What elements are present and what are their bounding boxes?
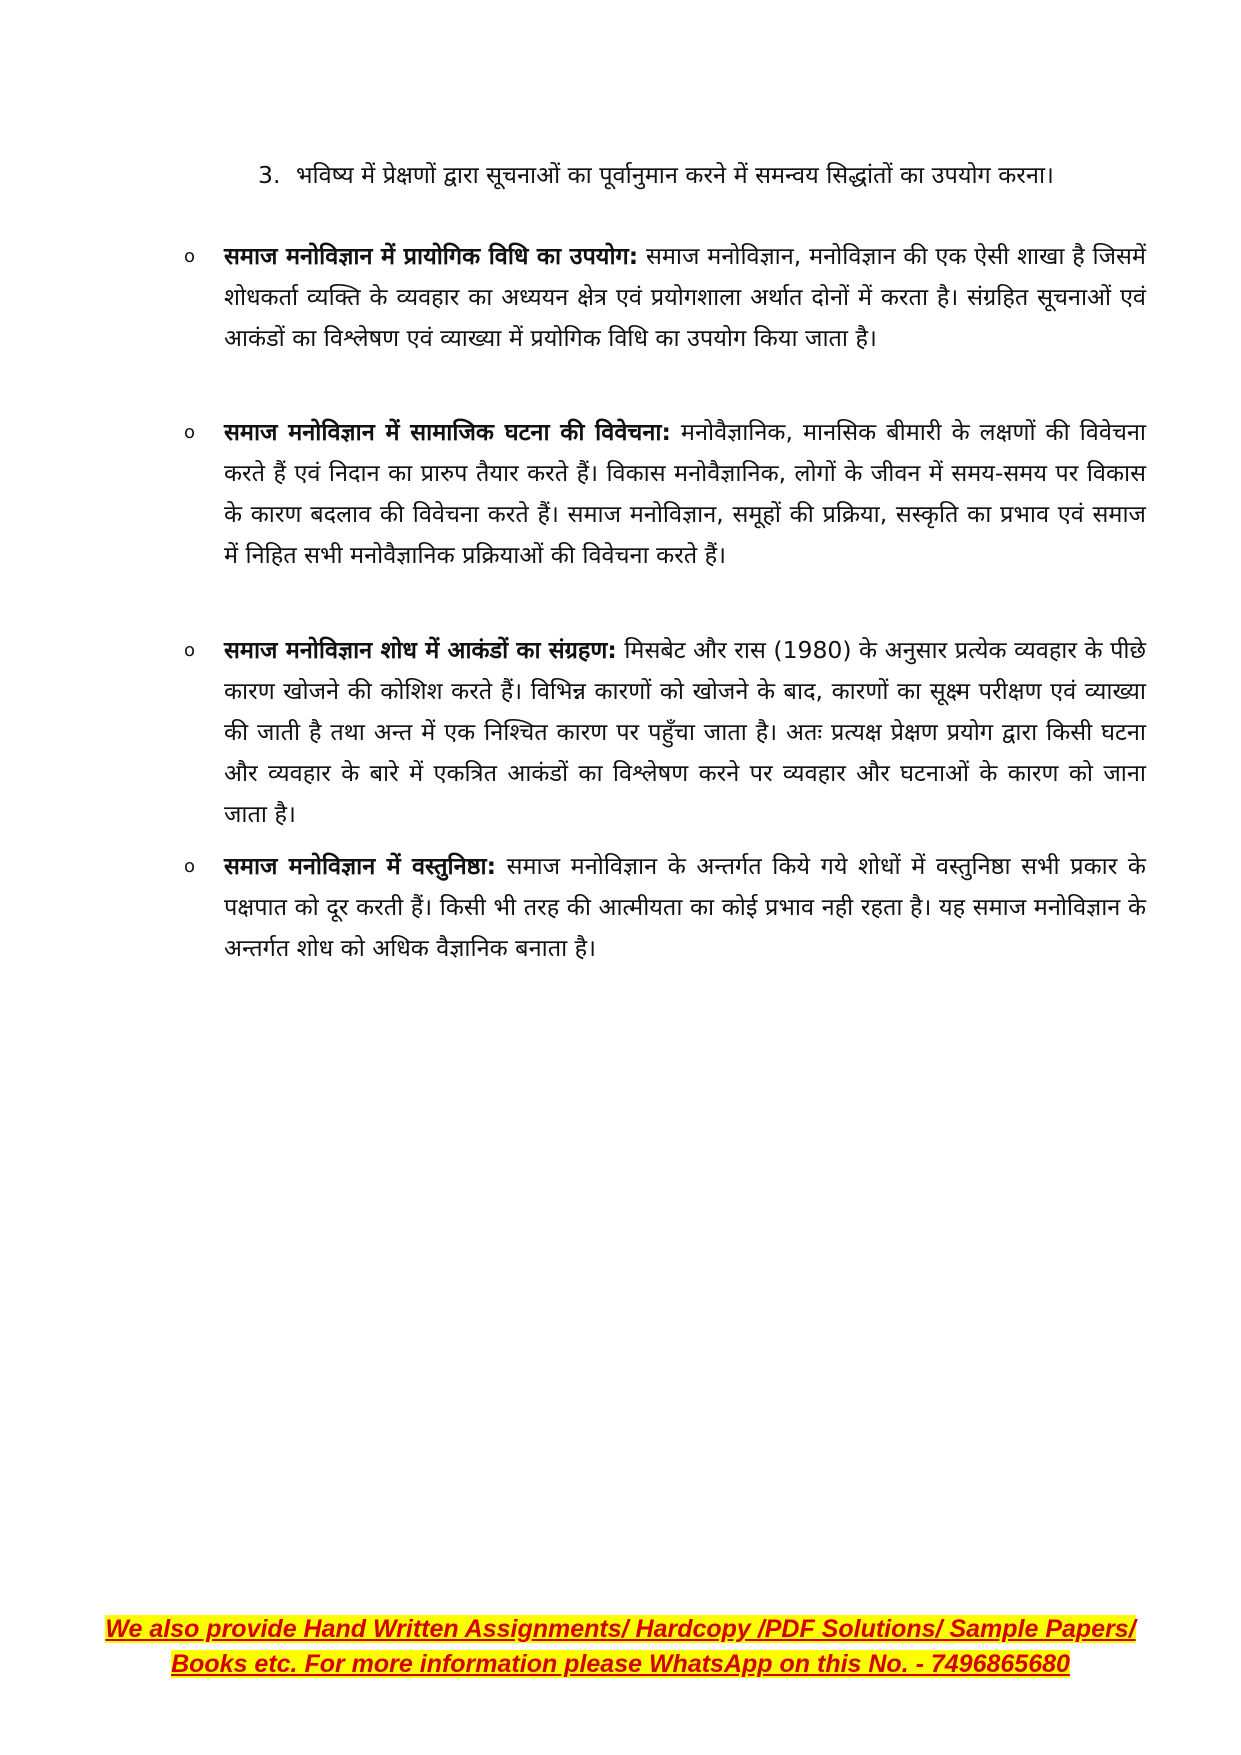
bullet-marker: o [184, 856, 196, 877]
item-number: 3. [258, 161, 281, 189]
bullet-body [224, 236, 1146, 359]
bullet-heading: समाज मनोविज्ञान में सामाजिक घटना की विवेचना: [224, 418, 671, 446]
bullet-experimental-method [184, 236, 1146, 359]
bullet-marker: o [184, 422, 196, 443]
numbered-item-3 [258, 155, 1118, 196]
bullet-marker: o [184, 640, 196, 661]
bullet-text: मनोवैज्ञानिक, मानसिक बीमारी के लक्षणों की विवेचना करते हैं एवं निदान का प्रारुप तैयार करते हैं। विकास मनोवैज्ञानिक, लोगों के जीवन में समय-समय पर विकास के कारण बदलाव की विवेचना करते हैं। समाज मनोविज्ञान, समूहों की प्रक्रिया, सस्कृति का प्रभाव एवं समाज में निहित सभी मनोवैज्ञानिक प्रक्रियाओं की विवेचना करते हैं। [224, 418, 1146, 569]
bullet-body [224, 630, 1146, 835]
bullet-heading: समाज मनोविज्ञान शोध में आकंडों का संग्रहण: [224, 636, 617, 664]
bullet-marker: o [184, 246, 196, 267]
bullet-text: मिसबेट और रास (1980) के अनुसार प्रत्येक व्यवहार के पीछे कारण खोजने की कोशिश करते हैं। विभिन्न कारणों को खोजने के बाद, कारणों का सूक्ष्म परीक्षण एवं व्याख्या की जाती है तथा अन्त में एक निश्चित कारण पर पहुँचा जाता है। अतः प्रत्यक्ष प्रेक्षण प्रयोग द्वारा किसी घटना और व्यवहार के बारे में एकत्रित आकंडों का विश्लेषण करने पर व्यवहार और घटनाओं के कारण को जाना जाता है। [224, 636, 1146, 828]
bullet-body [224, 412, 1146, 576]
footer-line-1: We also provide Hand Written Assignments/ Hardcopy /PDF Solutions/ Sample Papers/ [105, 1615, 1136, 1643]
bullet-data-collection [184, 630, 1146, 835]
bullet-body [224, 846, 1146, 969]
item-text: भविष्य में प्रेक्षणों द्वारा सूचनाओं का पूर्वानुमान करने में समन्वय सिद्धांतों का उपयोग करना। [296, 161, 1054, 189]
bullet-text: समाज मनोविज्ञान के अन्तर्गत किये गये शोधों में वस्तुनिष्ठा सभी प्रकार के पक्षपात को दूर करती हैं। किसी भी तरह की आत्मीयता का कोई प्रभाव नही रहता है। यह समाज मनोविज्ञान के अन्तर्गत शोध को अधिक वैज्ञानिक बनाता है। [224, 852, 1146, 962]
footer-line-2: Books etc. For more information please WhatsApp on this No. - 7496865680 [171, 1650, 1070, 1678]
bullet-text: समाज मनोविज्ञान, मनोविज्ञान की एक ऐसी शाखा है जिसमें शोधकर्ता व्यक्ति के व्यवहार का अध्ययन क्षेत्र एवं प्रयोगशाला अर्थात दोनों में करता है। संग्रहित सूचनाओं एवं आकंडों का विश्लेषण एवं व्याख्या में प्रयोगिक विधि का उपयोग किया जाता है। [224, 242, 1146, 352]
bullet-heading: समाज मनोविज्ञान में वस्तुनिष्ठा: [224, 852, 497, 880]
bullet-social-event-analysis [184, 412, 1146, 576]
bullet-heading: समाज मनोविज्ञान में प्रायोगिक विधि का उपयोग: [224, 242, 639, 270]
bullet-objectivity [184, 846, 1146, 969]
promo-footer [0, 1612, 1241, 1682]
